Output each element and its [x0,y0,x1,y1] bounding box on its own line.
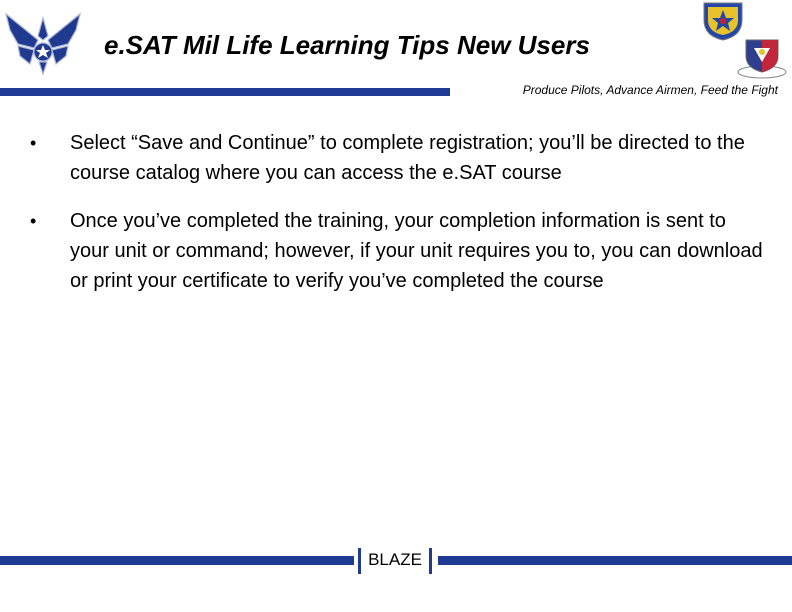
bullet-list [26,128,766,314]
bullet-marker: • [30,133,37,153]
tagline: Produce Pilots, Advance Airmen, Feed the Fight [522,83,778,97]
wing-shield-emblem-icon [736,38,788,80]
header-divider-bar [0,88,450,96]
list-item [26,206,766,296]
page-title: e.SAT Mil Life Learning Tips New Users [104,30,590,60]
footer-divider-right [438,556,792,565]
bullet-marker: • [30,211,37,231]
list-item [26,128,766,188]
footer-divider-left [0,556,354,565]
bullet-text: Select “Save and Continue” to complete registration; you’ll be directed to the course catalog where you can access the e.SAT course [70,132,745,184]
bullet-text: Once you’ve completed the training, your completion information is sent to your unit or command; however, if your unit requires you to, you can download or print your certificate to verify you’ve completed the course [70,210,763,292]
air-force-symbol-icon [4,6,82,76]
footer-label: BLAZE [368,550,422,569]
aetc-emblem-icon [700,0,746,42]
